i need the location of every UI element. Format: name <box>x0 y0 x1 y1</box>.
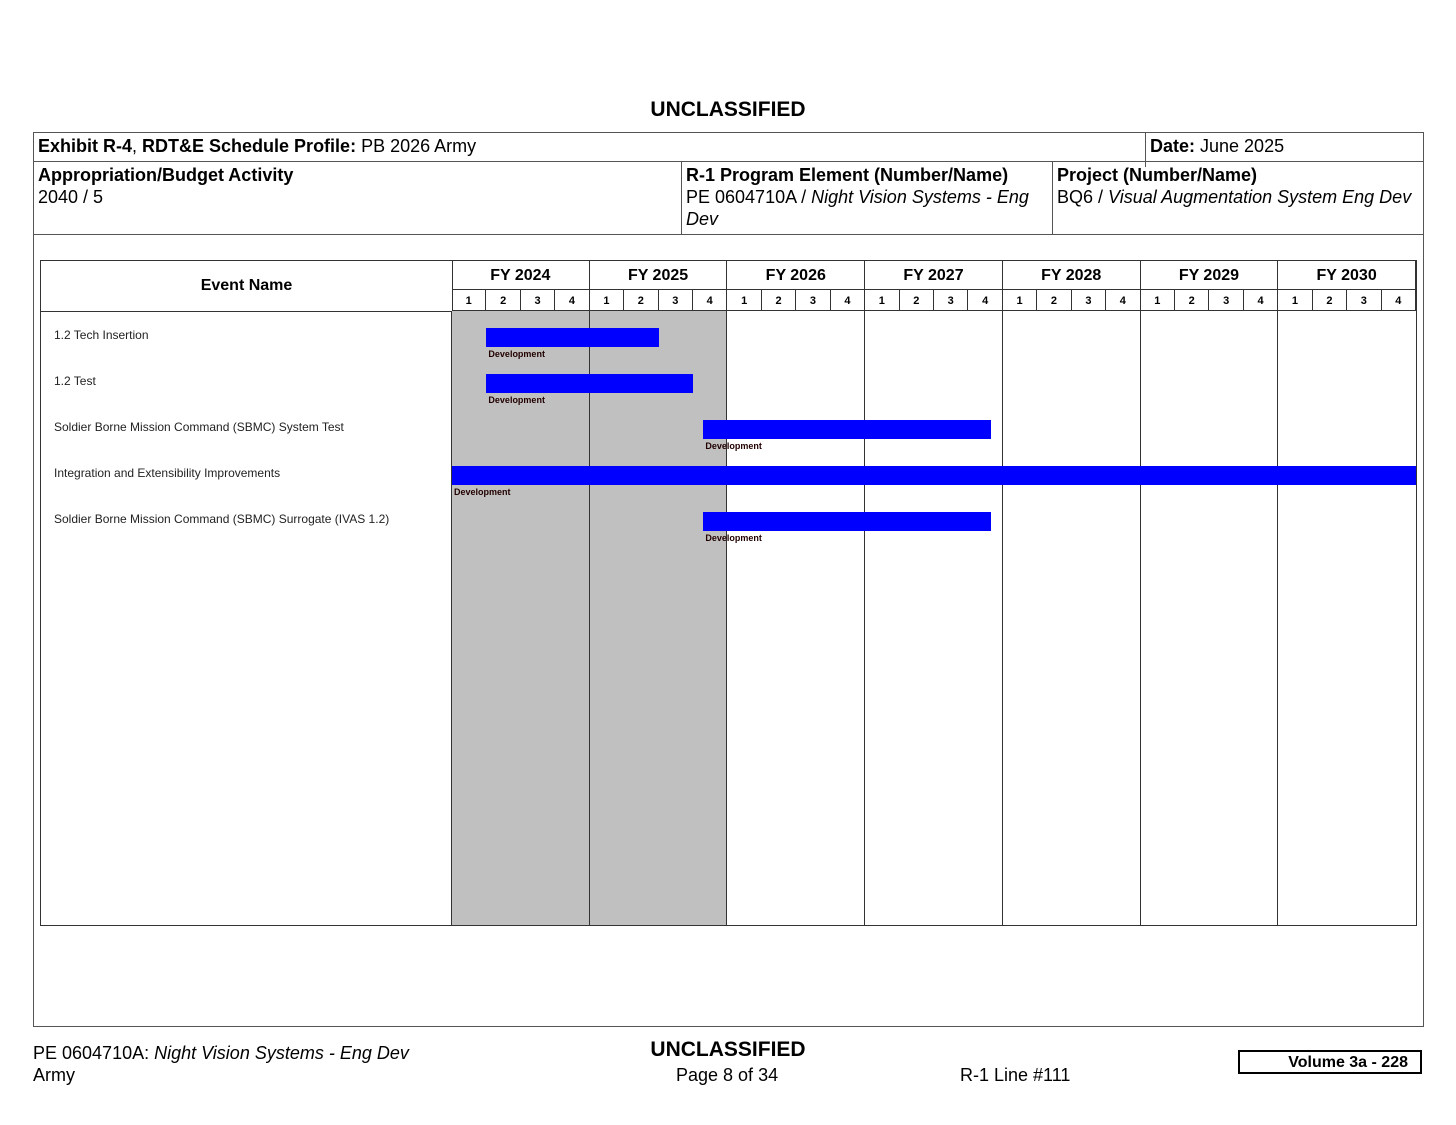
event-column-divider <box>451 311 452 925</box>
classification-top: UNCLASSIFIED <box>650 98 806 121</box>
quarter-header: 3 <box>659 290 693 311</box>
quarter-header: 4 <box>1244 290 1278 311</box>
appropriation-value: 2040 / 5 <box>38 187 104 207</box>
program-info-row <box>34 162 1423 235</box>
event-name: Soldier Borne Mission Command (SBMC) Surrogate (IVAS 1.2) <box>54 512 390 526</box>
quarter-header: 2 <box>1175 290 1209 311</box>
quarter-header: 1 <box>452 290 486 311</box>
quarter-header: 4 <box>1382 290 1416 311</box>
year-divider <box>589 311 590 925</box>
quarter-header: 4 <box>968 290 1002 311</box>
pe-value: PE 0604710A / Night Vision Systems - Eng Dev <box>686 187 1029 229</box>
footer-org: Army <box>33 1065 75 1085</box>
schedule-bar <box>703 420 990 439</box>
quarter-header: 2 <box>1313 290 1347 311</box>
bar-label: Development <box>488 395 545 405</box>
date: Date: June 2025 <box>1145 133 1288 167</box>
appropriation-cell <box>34 162 682 234</box>
fiscal-year-header: FY 2030 <box>1278 261 1416 290</box>
quarter-header: 3 <box>1347 290 1381 311</box>
quarter-header: 2 <box>486 290 520 311</box>
bar-label: Development <box>705 441 762 451</box>
event-name: 1.2 Tech Insertion <box>54 328 149 342</box>
pe-label: R-1 Program Element (Number/Name) <box>686 165 1009 185</box>
quarter-header: 3 <box>796 290 830 311</box>
quarter-header: 4 <box>555 290 589 311</box>
appropriation-label: Appropriation/Budget Activity <box>38 165 294 185</box>
footer-page: Page 8 of 34 <box>676 1065 779 1085</box>
year-divider <box>726 311 727 925</box>
quarter-header: 4 <box>1106 290 1140 311</box>
event-name: Integration and Extensibility Improvements <box>54 466 281 480</box>
year-divider <box>1002 311 1003 925</box>
schedule-bar <box>486 374 693 393</box>
quarter-header: 1 <box>865 290 899 311</box>
project-label: Project (Number/Name) <box>1057 165 1258 185</box>
footer-pe: PE 0604710A: Night Vision Systems - Eng Dev <box>33 1043 409 1063</box>
exhibit-header-row <box>34 133 1423 162</box>
quarter-header: 3 <box>521 290 555 311</box>
event-name: Soldier Borne Mission Command (SBMC) System Test <box>54 420 344 434</box>
schedule-bar <box>452 466 1416 485</box>
fiscal-year-header: FY 2025 <box>590 261 728 290</box>
quarter-header: 1 <box>1278 290 1312 311</box>
quarter-header: 2 <box>900 290 934 311</box>
bar-label: Development <box>705 533 762 543</box>
quarter-header: 4 <box>693 290 727 311</box>
pe-cell <box>682 162 1053 234</box>
schedule-bar <box>703 512 990 531</box>
quarter-header: 1 <box>590 290 624 311</box>
fiscal-year-header: FY 2027 <box>865 261 1003 290</box>
quarter-header: 1 <box>1141 290 1175 311</box>
project-value: BQ6 / Visual Augmentation System Eng Dev <box>1057 187 1412 207</box>
fiscal-year-header: FY 2026 <box>727 261 865 290</box>
bar-label: Development <box>488 349 545 359</box>
event-name: 1.2 Test <box>54 374 96 388</box>
volume-box: Volume 3a - 228 <box>1238 1050 1422 1074</box>
year-divider <box>1277 311 1278 925</box>
quarter-header: 4 <box>831 290 865 311</box>
quarter-header: 1 <box>727 290 761 311</box>
exhibit-title: Exhibit R-4, RDT&E Schedule Profile: PB 2026 Army <box>38 136 477 156</box>
schedule-chart <box>40 260 1417 926</box>
quarter-header: 2 <box>1037 290 1071 311</box>
classification-bottom: UNCLASSIFIED <box>650 1038 806 1061</box>
year-divider <box>864 311 865 925</box>
fiscal-year-header: FY 2028 <box>1003 261 1141 290</box>
quarter-header: 2 <box>624 290 658 311</box>
footer-r1-line: R-1 Line #111 <box>960 1065 1071 1085</box>
quarter-header: 1 <box>1003 290 1037 311</box>
quarter-header: 3 <box>1209 290 1243 311</box>
bar-label: Development <box>454 487 511 497</box>
schedule-bar <box>486 328 658 347</box>
event-name-header: Event Name <box>41 261 453 312</box>
year-divider <box>1140 311 1141 925</box>
quarter-header: 2 <box>762 290 796 311</box>
project-cell <box>1053 162 1423 234</box>
quarter-header: 3 <box>934 290 968 311</box>
quarter-header: 3 <box>1072 290 1106 311</box>
fiscal-year-header: FY 2024 <box>452 261 590 290</box>
fiscal-year-header: FY 2029 <box>1141 261 1279 290</box>
